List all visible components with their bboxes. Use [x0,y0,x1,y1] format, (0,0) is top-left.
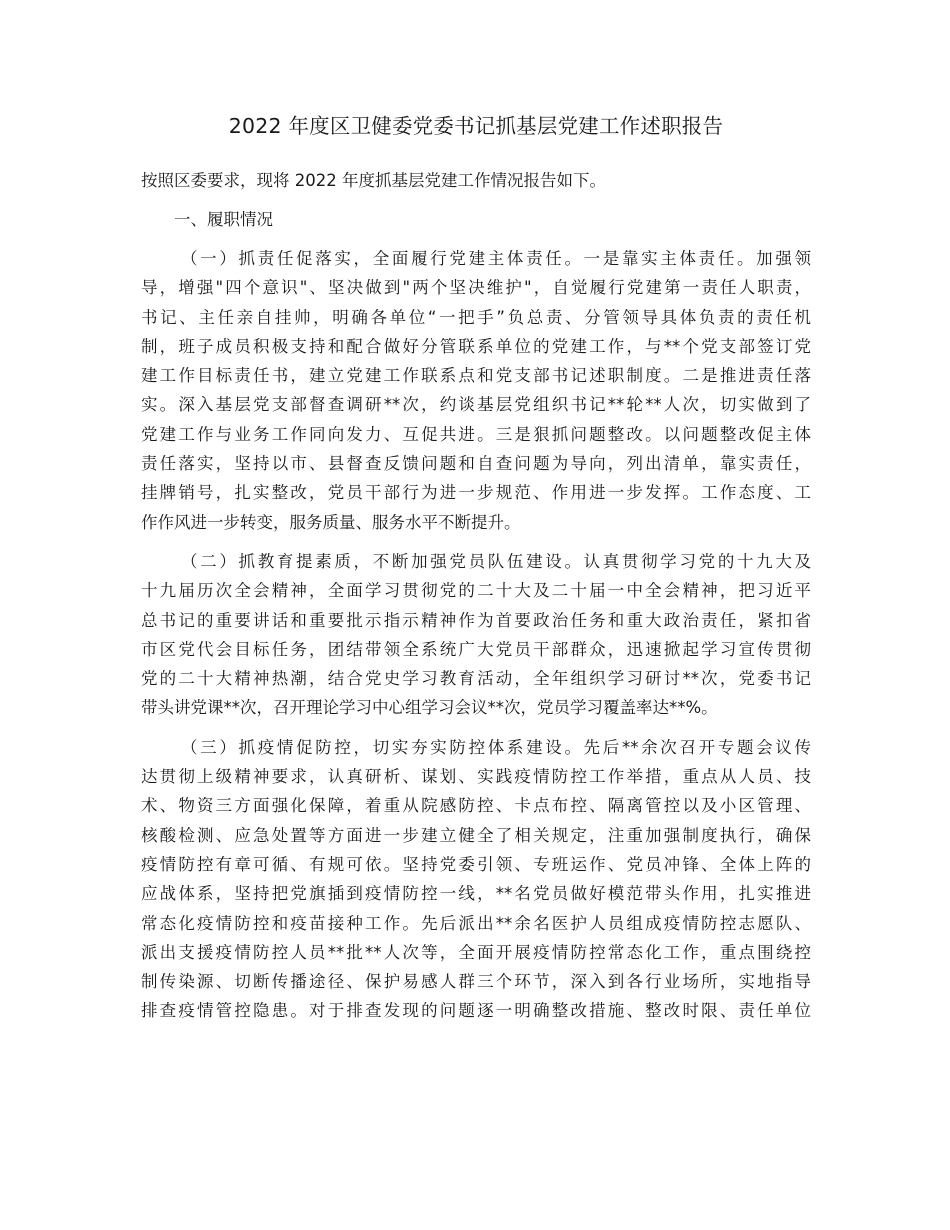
paragraph-line: 制传染源、切断传播途径、保护易感人群三个环节，深入到各行业场所，实地指导 [141,972,811,992]
paragraph-line: 疫情防控有章可循、有规可依。坚持党委引领、专班运作、党员冲锋、全体上阵的 [141,854,811,874]
paragraph-line: 达贯彻上级精神要求，认真研析、谋划、实践疫情防控工作举措，重点从人员、技 [141,767,811,787]
paragraph-line: 挂牌销号，扎实整改，党员干部行为进一步规范、作用进一步发挥。工作态度、工 [141,483,811,503]
section-heading-1: 一、履职情况 [174,210,273,229]
paragraph-line: 导，增强"四个意识"、坚决做到"两个坚决维护"，自觉履行党建第一责任人职责， [141,278,811,298]
paragraph-line: 书记、主任亲自挂帅，明确各单位“一把手”负总责、分管领导具体负责的责任机 [141,307,811,327]
paragraph-line: 市区党代会目标任务，团结带领全系统广大党员干部群众，迅速掀起学习宣传贯彻 [141,639,811,659]
paragraph-line: 带头讲党课**次，召开理论学习中心组学习会议**次，党员学习覆盖率达**%。 [141,698,718,718]
paragraph-line: 党的二十大精神热潮，结合党史学习教育活动，全年组织学习研讨**次，党委书记 [141,669,811,689]
paragraph-line: 派出支援疫情防控人员**批**人次等，全面开展疫情防控常态化工作，重点围绕控 [141,942,811,962]
paragraph-line: 排查疫情管控隐患。对于排查发现的问题逐一明确整改措施、整改时限、责任单位 [141,1001,811,1021]
paragraph-line: 术、物资三方面强化保障，着重从院感防控、卡点布控、隔离管控以及小区管理、 [141,796,811,816]
paragraph-line: 作作风进一步转变，服务质量、服务水平不断提升。 [141,512,521,532]
paragraph-epidemic [141,733,811,1026]
paragraph-responsibility [141,244,811,537]
document-page [141,108,811,1036]
paragraph-line: 建工作目标责任书，建立党建工作联系点和党支部书记述职制度。二是推进责任落 [141,366,811,386]
intro-paragraph: 按照区委要求，现将 2022 年度抓基层党建工作情况报告如下。 [141,171,606,190]
paragraph-line: 制，班子成员积极支持和配合做好分管联系单位的党建工作，与**个党支部签订党 [141,336,811,356]
paragraph-line: （二）抓教育提素质，不断加强党员队伍建设。认真贯彻学习党的十九大及 [181,551,811,571]
paragraph-line: 实。深入基层党支部督查调研**次，约谈基层党组织书记**轮**人次，切实做到了 [141,395,811,415]
paragraph-line: （三）抓疫情促防控，切实夯实防控体系建设。先后**余次召开专题会议传 [181,737,811,757]
paragraph-line: 总书记的重要讲话和重要批示指示精神作为首要政治任务和重大政治责任，紧扣省 [141,610,811,630]
paragraph-line: 责任落实，坚持以市、县督查反馈问题和自查问题为导向，列出清单，靠实责任， [141,454,811,474]
paragraph-line: （一）抓责任促落实，全面履行党建主体责任。一是靠实主体责任。加强领 [181,249,811,268]
paragraph-line: 十九届历次全会精神，全面学习贯彻党的二十大及二十届一中全会精神，把习近平 [141,581,811,601]
paragraph-line: 应战体系，坚持把党旗插到疫情防控一线，**名党员做好模范带头作用，扎实推进 [141,884,811,904]
paragraph-line: 党建工作与业务工作同向发力、互促共进。三是狠抓问题整改。以问题整改促主体 [141,424,811,444]
paragraph-line: 常态化疫情防控和疫苗接种工作。先后派出**余名医护人员组成疫情防控志愿队、 [141,913,811,933]
paragraph-education [141,547,811,723]
document-title: 2022 年度区卫健委党委书记抓基层党建工作述职报告 [228,114,724,138]
paragraph-line: 核酸检测、应急处置等方面进一步建立健全了相关规定，注重加强制度执行，确保 [141,825,811,845]
